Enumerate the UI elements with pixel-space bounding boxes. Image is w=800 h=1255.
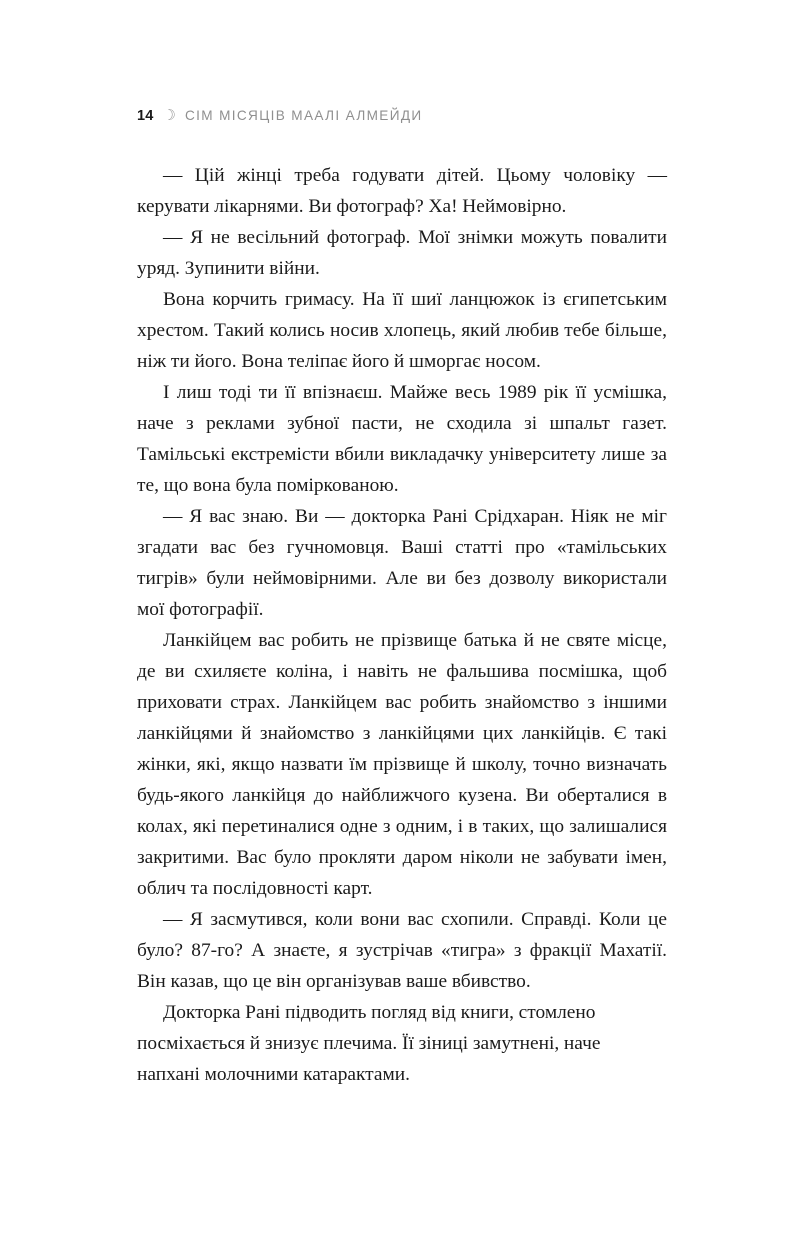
crescent-moon-icon: ☽: [162, 106, 176, 124]
paragraph: Вона корчить гримасу. На її шиї ланцюжок із єгипетським хрестом. Такий колись носив хлопець, який любив тебе більше, ніж ти його. Вона теліпає його й шморгає носом.: [137, 289, 667, 372]
paragraph: — Я засмутився, коли вони вас схопили. Справді. Коли це було? 87-го? А знаєте, я зустрічав «тигра» з фракції Махатії. Він казав, що це він організував ваше вбивство.: [137, 909, 667, 992]
paragraph: — Я не весільний фотограф. Мої знімки можуть повалити уряд. Зупинити війни.: [137, 227, 667, 279]
page-folio-number: 14: [137, 108, 154, 124]
running-header: [137, 108, 423, 124]
running-header-title: СІМ МІСЯЦІВ МААЛІ АЛМЕЙДИ: [184, 108, 423, 123]
paragraph: Ланкійцем вас робить не прізвище батька й не святе місце, де ви схиляєте коліна, і навіть не фальшива посмішка, щоб приховати страх. Ланкійцем вас робить знайомство з іншими ланкійцями й знайомство з ланкійцями цих ланкійців. Є такі жінки, які, якщо назвати їм прізвище й школу, точно визначать будь-якого ланкійця до найближчого кузена. Ви оберталися в колах, які перетиналися одне з одним, і в таких, що залишалися закритими. Вас було прокляти даром ніколи не забувати імен, облич та послідовності карт.: [137, 630, 667, 899]
paragraph: — Я вас знаю. Ви — докторка Рані Срідхаран. Ніяк не міг згадати вас без гучномовця. Ваші статті про «тамільських тигрів» були неймовірними. Але ви без дозволу використали мої фотографії.: [137, 506, 667, 620]
paragraph: І лиш тоді ти її впізнаєш. Майже весь 1989 рік її усмішка, наче з реклами зубної пасти, не сходила зі шпальт газет. Тамільські екстремісти вбили викладачку університету лише за те, що вона була поміркованою.: [137, 382, 667, 496]
body-text-block: [137, 160, 667, 1090]
paragraph: — Цій жінці треба годувати дітей. Цьому чоловіку — керувати лікарнями. Ви фотограф? Ха! Неймовірно.: [137, 165, 667, 217]
paragraph: Докторка Рані підводить погляд від книги, стомлено посміхається й знизує плечима. Її зіниці замутнені, наче напхані молочними катарактами.: [137, 1002, 601, 1085]
